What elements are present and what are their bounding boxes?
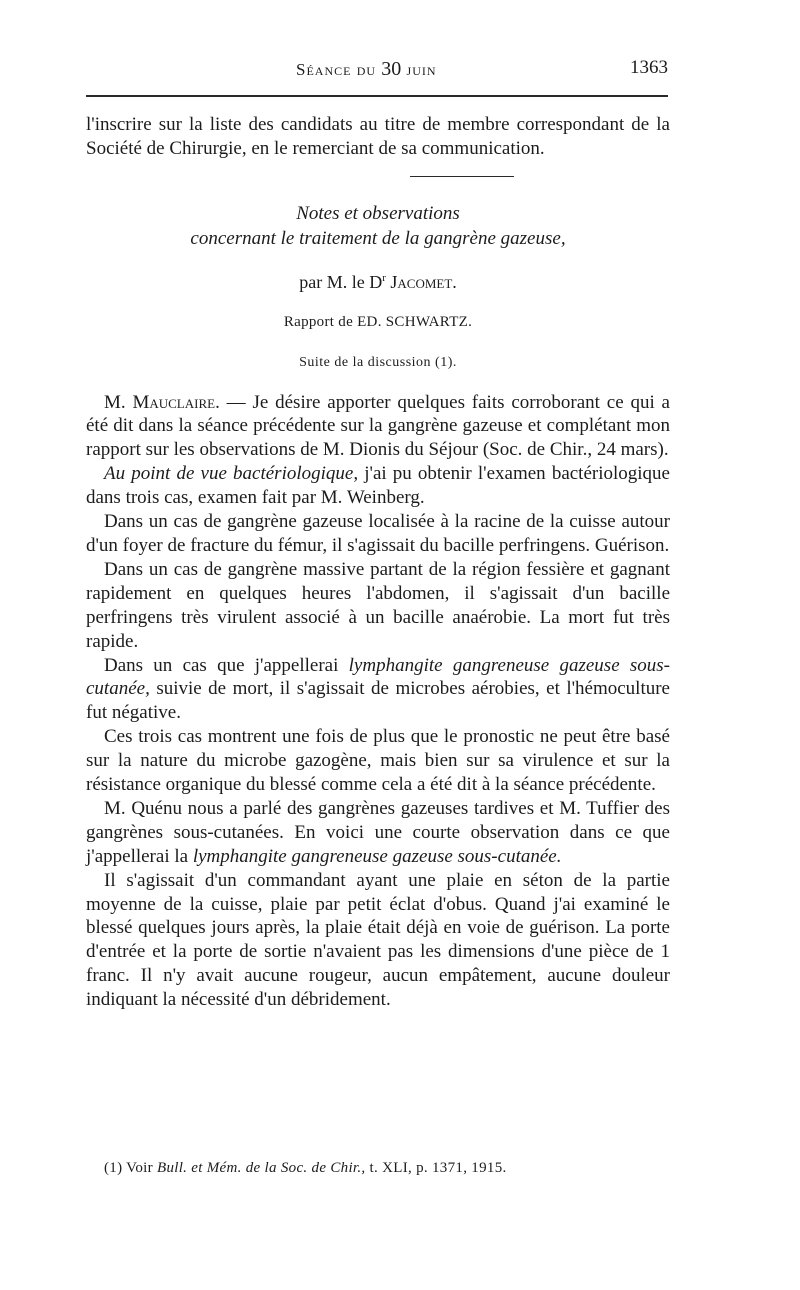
paragraph-7-italic: lymphangite gangreneuse gazeuse sous-cutanée. (192, 845, 562, 867)
paragraph-3: Dans un cas de gangrène gazeuse localisée à la racine de la cuisse autour d'un foyer de fracture du fémur, il s'agissait du bacille perfringens. Guérison. (86, 511, 670, 556)
paragraph-2-text: j'ai pu obtenir l'examen bactériologique dans trois cas, examen fait par M. Weinberg. (86, 463, 670, 509)
running-title-month: juin (401, 60, 437, 79)
article-title-line2: concernant le traitement de la gangrène gazeuse, (190, 227, 566, 249)
paragraph-1 (86, 391, 670, 463)
byline-prefix: par M. le D (299, 271, 383, 292)
running-title-pre: Séance du (296, 60, 382, 79)
paragraph-8: Il s'agissait d'un commandant ayant une plaie en séton de la partie moyenne de la cuisse, plaie par petit éclat d'obus. Quand j'ai examiné le blessé quelques jours après, la plaie était déjà en voie de guérison. La porte d'entrée et la porte de sortie n'avaient pas les dimensions d'une pièce de 1 franc. Il n'y avait aucune rougeur, aucun empâtement, aucune douleur indiquant la nécessité d'un débridement. (86, 869, 670, 1011)
article-byline (86, 267, 670, 295)
header-rule (86, 95, 668, 97)
article-title (86, 201, 670, 251)
footnote-italic: Bull. et Mém. de la Soc. de Chir., (156, 1160, 366, 1176)
paragraph-5-post: suivie de mort, il s'agissait de microbes aérobies, et l'hémoculture fut négative. (86, 678, 670, 724)
paragraph-5 (86, 654, 670, 726)
paragraph-2 (86, 462, 670, 510)
paragraph-5-italic: lymphangite gangreneuse gazeuse sous-cutanée, (86, 654, 670, 700)
paragraph-7-pre: M. Quénu nous a parlé des gangrènes gazeuses tardives et M. Tuffier des gangrènes sous-cutanées. En voici une courte observation dans ce que j'appellerai la (86, 797, 670, 867)
paragraph-2-italic: Au point de vue bactériologique, (104, 463, 359, 485)
intro-paragraph: l'inscrire sur la liste des candidats au titre de membre correspondant de la Société de Chirurgie, en le remerciant de sa communication. (86, 114, 670, 159)
running-header (86, 58, 668, 86)
page-number: 1363 (630, 57, 668, 78)
paragraph-5-pre: Dans un cas que j'appellerai (104, 654, 349, 676)
byline-name: Jacomet. (390, 271, 457, 292)
running-title (296, 58, 437, 81)
paragraph-7 (86, 797, 670, 869)
article-title-line1: Notes et observations (296, 202, 460, 224)
byline-sup: r (382, 271, 386, 284)
footnote (104, 1160, 664, 1177)
paragraph-6: Ces trois cas montrent une fois de plus que le pronostic ne peut être basé sur la nature du microbe gazogène, mais bien sur sa virulence et sur la résistance organique du blessé comme cela a été dit à la séance précédente. (86, 726, 670, 796)
rapport-line: Rapport de ED. SCHWARTZ. (283, 313, 473, 330)
running-title-day: 30 (381, 58, 402, 80)
paragraph-1-text: — Je désire apporter quelques faits corroborant ce qui a été dit dans la séance précédente sur la gangrène gazeuse et complétant mon rapport sur les observations de M. Dionis du Séjour (Soc. de Chir., 24 mars). (86, 391, 670, 461)
paragraph-4: Dans un cas de gangrène massive partant de la région fessière et gagnant rapidement en quelques heures l'abdomen, il s'agissait d'un bacille perfringens très virulent associé à un bacille anaérobie. La mort fut très rapide. (86, 558, 670, 652)
page-body (86, 113, 670, 1012)
speaker-name: M. Mauclaire. (104, 391, 220, 413)
section-divider (410, 176, 514, 177)
footnote-pre: (1) Voir (104, 1160, 157, 1176)
footnote-post: t. XLI, p. 1371, 1915. (365, 1160, 507, 1176)
suite-line: Suite de la discussion (1). (299, 354, 457, 370)
